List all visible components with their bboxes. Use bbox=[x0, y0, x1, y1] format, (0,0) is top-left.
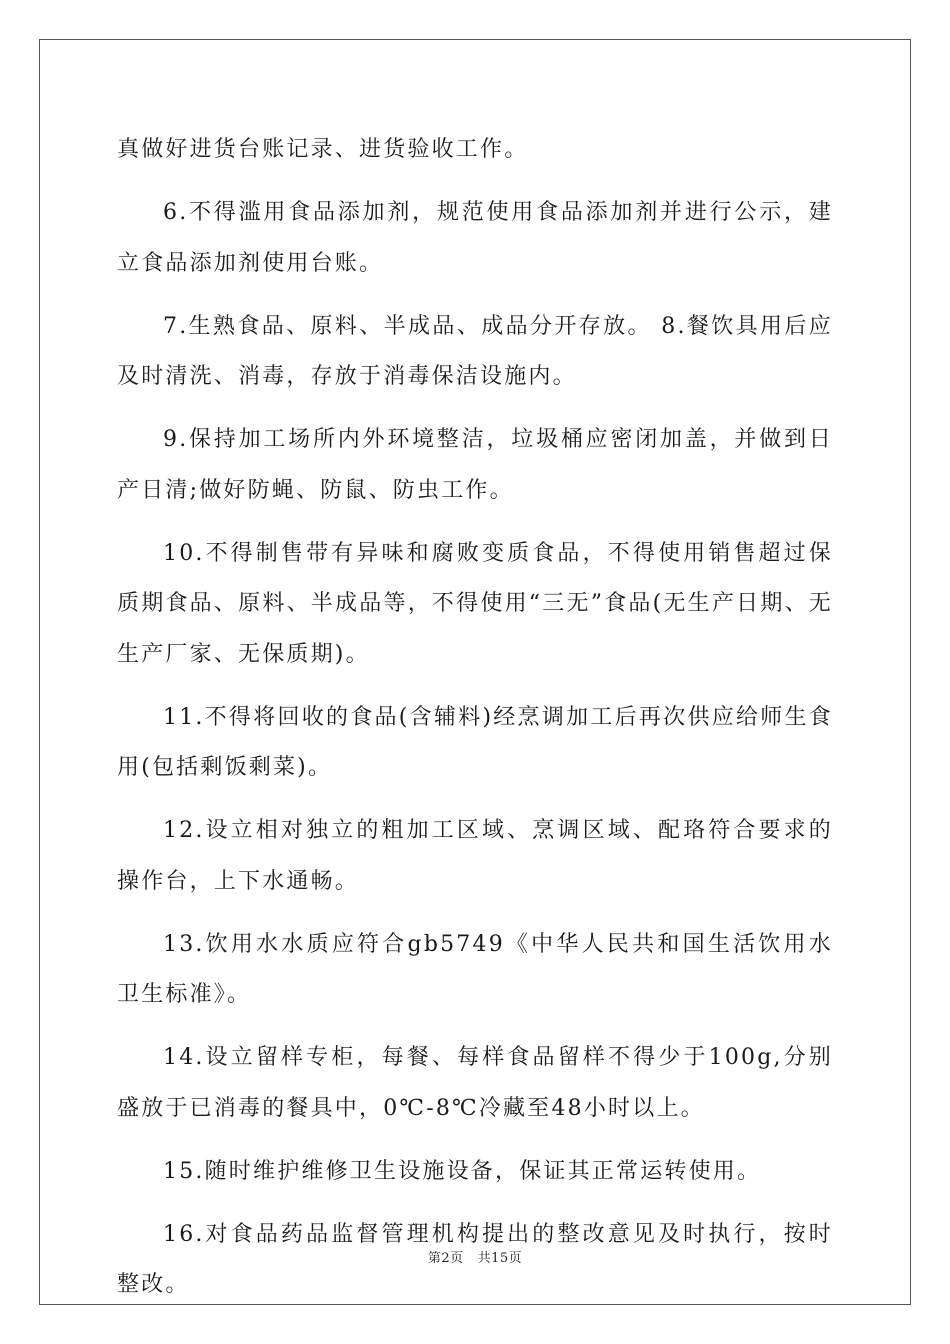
paragraph-item-13: 13.饮用水水质应符合gb5749《中华人民共和国生活饮用水卫生标准》。 bbox=[117, 931, 833, 1007]
paragraph-item-7-8: 7.生熟食品、原料、半成品、成品分开存放。 8.餐饮具用后应及时清洗、消毒，存放于消毒保洁设施内。 bbox=[117, 313, 833, 389]
paragraph-item-6: 6.不得滥用食品添加剂，规范使用食品添加剂并进行公示，建立食品添加剂使用台账。 bbox=[117, 200, 833, 276]
page-total: 共15页 bbox=[477, 1251, 523, 1266]
page-number: 第2页 bbox=[427, 1251, 464, 1266]
paragraph-item-9: 9.保持加工场所内外环境整洁，垃圾桶应密闭加盖，并做到日产日清;做好防蝇、防鼠、防虫工作。 bbox=[117, 427, 833, 503]
paragraph-item-12: 12.设立相对独立的粗加工区域、烹调区域、配珞符合要求的操作台，上下水通畅。 bbox=[117, 818, 833, 894]
paragraph-item-15: 15.随时维护维修卫生设施设备，保证其正常运转使用。 bbox=[163, 1158, 762, 1184]
paragraph-item-10: 10.不得制售带有异味和腐败变质食品，不得使用销售超过保质期食品、原料、半成品等，不得使用“三无”食品(无生产日期、无生产厂家、无保质期)。 bbox=[117, 540, 833, 667]
paragraph-item-16: 16.对食品药品监督管理机构提出的整改意见及时执行，按时整改。 bbox=[117, 1221, 833, 1297]
page-footer bbox=[0, 1247, 950, 1266]
paragraph-continuation: 真做好进货台账记录、进货验收工作。 bbox=[117, 137, 529, 162]
paragraph-item-11: 11.不得将回收的食品(含辅料)经烹调加工后再次供应给师生食用(包括剩饭剩菜)。 bbox=[117, 704, 833, 780]
paragraph-item-14: 14.设立留样专柜，每餐、每样食品留样不得少于100g,分别盛放于已消毒的餐具中，0℃-8℃冷藏至48小时以上。 bbox=[117, 1045, 833, 1121]
document-body bbox=[117, 125, 833, 1323]
